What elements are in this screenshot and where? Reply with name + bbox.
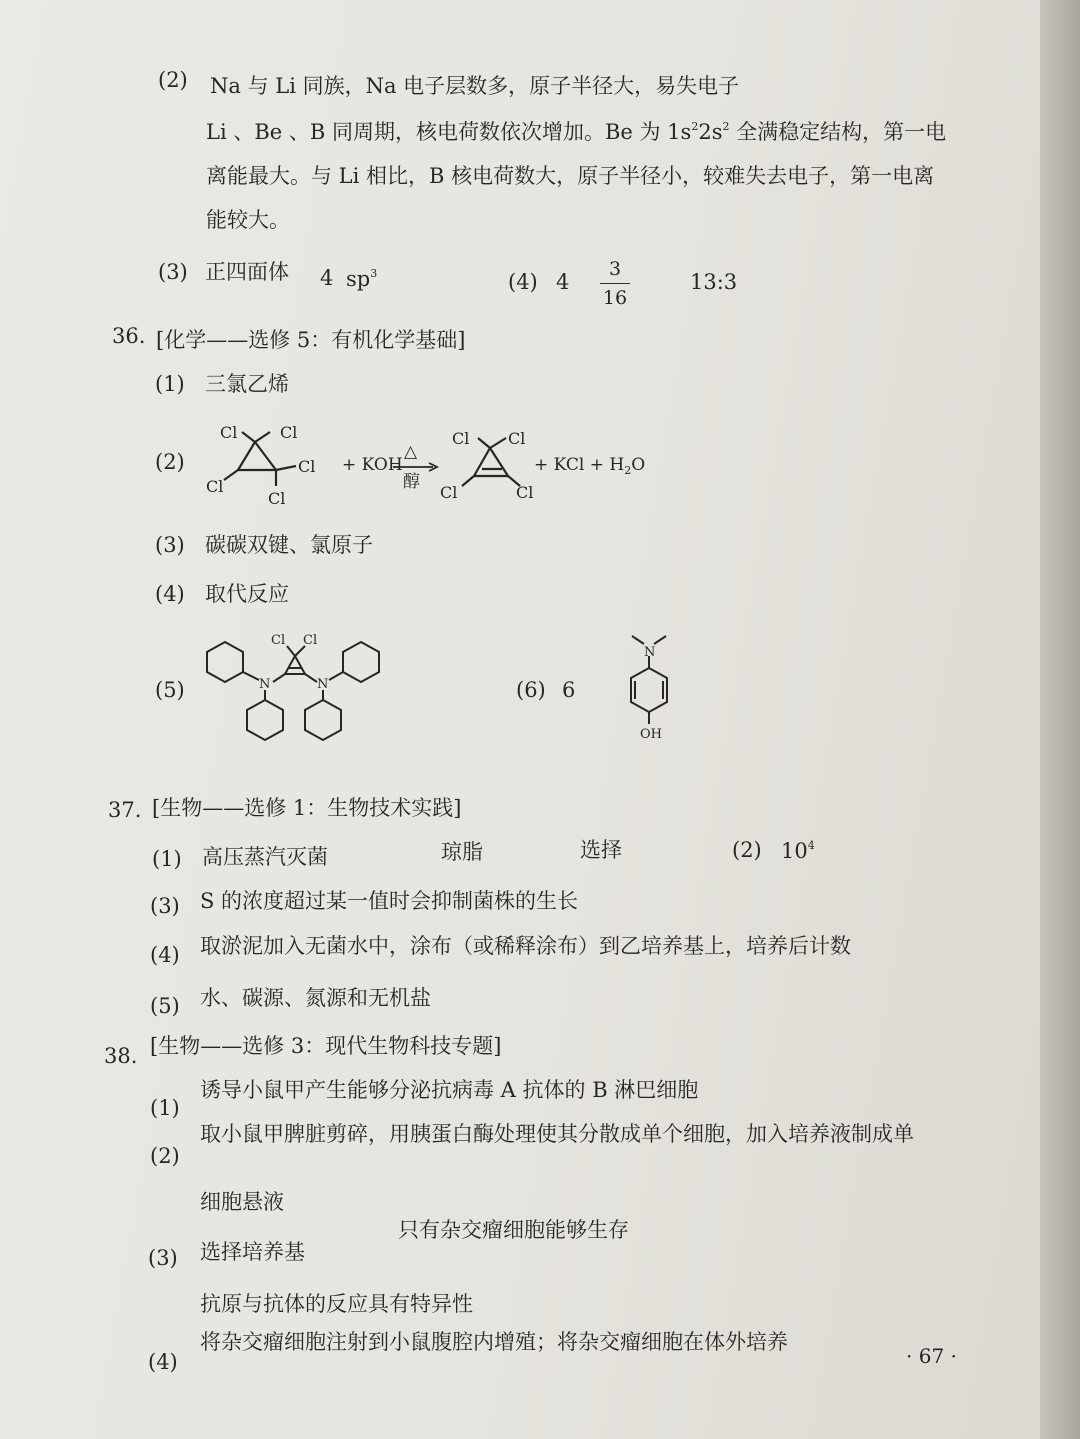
q37-title: [生物——选修 1：生物技术实践] [152, 796, 462, 820]
q38-4-answer: 将杂交瘤细胞注射到小鼠腹腔内增殖；将杂交瘤细胞在体外培养 [200, 1330, 788, 1354]
q38-1-answer: 诱导小鼠甲产生能够分泌抗病毒 A 抗体的 B 淋巴细胞 [200, 1078, 699, 1102]
q35-2-line3: 离能最大。与 Li 相比，B 核电荷数大，原子半径小，较难失去电子，第一电离 [206, 164, 935, 188]
q38-3-label: (3) [148, 1246, 178, 1270]
q35-3-number: 4 [320, 266, 334, 290]
q35-4-fraction [600, 258, 630, 309]
q36-6-structure [618, 630, 698, 745]
q37-5-answer: 水、碳源、氮源和无机盐 [200, 986, 431, 1010]
q38-title: [生物——选修 3：现代生物科技专题] [150, 1034, 502, 1058]
q36-2-label: (2) [155, 450, 185, 474]
q36-number: 36. [112, 324, 146, 348]
q37-4-label: (4) [150, 943, 180, 967]
q36-4-label: (4) [155, 582, 185, 606]
q35-4-label: (4) [508, 270, 538, 294]
q38-3-answer-a: 选择培养基 [200, 1240, 305, 1264]
q37-3-answer: S 的浓度超过某一值时会抑制菌株的生长 [200, 889, 579, 913]
reaction-condition: 醇 [403, 472, 420, 492]
q36-1-label: (1) [155, 372, 185, 396]
q38-2-line2: 细胞悬液 [200, 1190, 284, 1214]
q36-4-answer: 取代反应 [205, 582, 289, 606]
book-spine-shadow [1040, 0, 1080, 1439]
q37-number: 37. [108, 798, 142, 822]
page-number: · 67 · [906, 1344, 957, 1368]
reaction-heat-symbol: △ [404, 442, 418, 462]
q38-number: 38. [104, 1044, 138, 1068]
q37-5-label: (5) [150, 994, 180, 1018]
q35-4-number: 4 [556, 270, 570, 294]
q37-1-answer-c: 选择 [580, 838, 622, 862]
q37-1-label: (1) [152, 847, 182, 871]
q36-5-label: (5) [155, 678, 185, 702]
q37-4-answer: 取淤泥加入无菌水中，涂布（或稀释涂布）到乙培养基上，培养后计数 [200, 934, 851, 958]
atom-label-cl: Cl [298, 457, 316, 476]
reaction-byproducts: + KCl + $H_2O$ [534, 455, 646, 477]
q38-3-answer-c: 抗原与抗体的反应具有特异性 [200, 1292, 473, 1316]
atom-label-n: N [644, 645, 656, 660]
atom-label-oh: OH [640, 727, 662, 742]
atom-label-cl: Cl [440, 483, 458, 502]
fraction-bar [600, 283, 630, 284]
q38-4-label: (4) [148, 1350, 178, 1374]
q35-3-shape: 正四面体 [205, 260, 289, 284]
atom-label-cl: Cl [516, 483, 534, 502]
reactant-hexachlorocyclopropane [200, 418, 330, 510]
q38-2-label: (2) [150, 1144, 180, 1168]
q36-1-answer: 三氯乙烯 [205, 372, 289, 396]
q35-4-ratio: 13:3 [690, 270, 738, 294]
q37-2-answer: $10^4$ [781, 839, 815, 863]
q36-5-structure [195, 622, 395, 752]
atom-label-cl: Cl [220, 423, 238, 442]
q35-2-line2: Li 、Be 、B 同周期，核电荷数依次增加。Be 为 $1s^22s^2$ 全满稳定结构，第一电 [206, 120, 947, 144]
q35-2-line4: 能较大。 [206, 208, 290, 232]
fraction-numerator: 3 [608, 258, 622, 280]
q36-6-answer: 6 [562, 678, 576, 702]
q38-1-label: (1) [150, 1096, 180, 1120]
q35-2-line1: Na 与 Li 同族，Na 电子层数多，原子半径大，易失电子 [210, 74, 740, 98]
q37-3-label: (3) [150, 894, 180, 918]
q37-2-label: (2) [732, 838, 762, 862]
atom-label-n: N [259, 677, 271, 692]
q37-1-answer-b: 琼脂 [441, 840, 483, 864]
reaction-reagent-koh: + KOH [342, 455, 403, 475]
product-tetrachlorocyclopropene [440, 424, 540, 504]
reaction-arrow [393, 462, 439, 472]
atom-label-cl: Cl [268, 489, 286, 508]
atom-label-cl: Cl [206, 477, 224, 496]
q36-title: [化学——选修 5：有机化学基础] [156, 328, 466, 352]
q38-3-answer-b: 只有杂交瘤细胞能够生存 [398, 1218, 629, 1242]
q37-1-answer-a: 高压蒸汽灭菌 [202, 845, 328, 869]
q38-2-line1: 取小鼠甲脾脏剪碎，用胰蛋白酶处理使其分散成单个细胞，加入培养液制成单 [200, 1122, 914, 1146]
atom-label-n: N [317, 677, 329, 692]
atom-label-cl: Cl [280, 423, 298, 442]
atom-label-cl: Cl [271, 633, 286, 648]
atom-label-cl: Cl [452, 429, 470, 448]
atom-label-cl: Cl [508, 429, 526, 448]
q35-3-hybridization: $sp^3$ [346, 267, 378, 291]
q35-2-label: (2) [158, 68, 188, 92]
q36-6-label: (6) [516, 678, 546, 702]
q35-3-label: (3) [158, 260, 188, 284]
q36-3-answer: 碳碳双键、氯原子 [205, 533, 373, 557]
q36-3-label: (3) [155, 533, 185, 557]
fraction-denominator: 16 [602, 287, 628, 309]
atom-label-cl: Cl [303, 633, 318, 648]
